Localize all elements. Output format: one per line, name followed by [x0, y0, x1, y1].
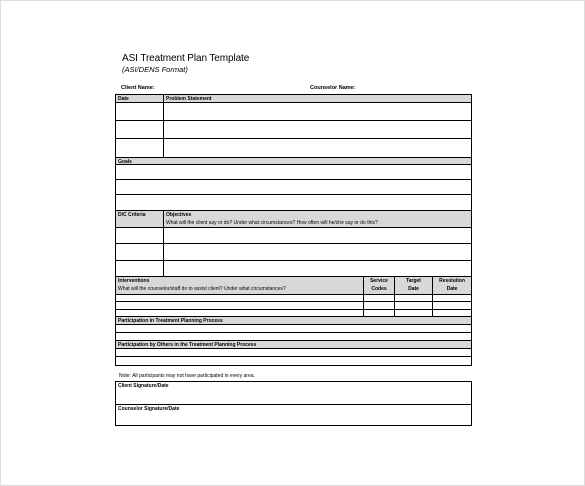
intervention-row[interactable] — [116, 310, 471, 317]
client-name-label: Client Name: — [121, 85, 155, 91]
document-subtitle: (ASI/DENS Format) — [122, 65, 188, 74]
signature-block — [115, 381, 472, 426]
client-signature-label[interactable]: Client Signature/Date — [118, 383, 169, 389]
intervention-cell[interactable] — [116, 310, 364, 316]
objectives-prompt: What will the client say or do? Under what circumstances? How often will he/she say or do this? — [166, 220, 378, 226]
client-participation-header: Participation in Treatment Planning Process — [118, 318, 223, 324]
resolution-date-line1: Resolution — [439, 278, 465, 284]
problem-statement-cell[interactable] — [164, 103, 471, 120]
goals-header: Goals — [118, 159, 132, 165]
others-participation-row[interactable] — [116, 357, 471, 366]
objectives-cell[interactable] — [164, 244, 471, 260]
counselor-name-label: Counselor Name: — [310, 85, 356, 91]
objectives-cell[interactable] — [164, 228, 471, 243]
dc-criteria-header: D/C Criteria — [116, 211, 164, 227]
problem-row[interactable] — [116, 121, 471, 139]
intervention-row[interactable] — [116, 302, 471, 310]
counselor-signature-row[interactable] — [116, 405, 471, 426]
intervention-cell[interactable] — [116, 302, 364, 309]
goals-header-row — [116, 158, 471, 165]
goals-cell[interactable] — [116, 180, 471, 194]
problem-row[interactable] — [116, 103, 471, 121]
goals-row[interactable] — [116, 165, 471, 180]
objectives-header-cell — [164, 211, 471, 227]
service-codes-header — [364, 277, 395, 294]
resolution-date-line2: Date — [446, 286, 458, 292]
others-participation-header-row — [116, 341, 471, 349]
objectives-row[interactable] — [116, 261, 471, 277]
intervention-row[interactable] — [116, 295, 471, 302]
target-date-cell[interactable] — [395, 295, 433, 301]
interventions-header-row — [116, 277, 471, 295]
problem-header-row — [116, 95, 471, 103]
problem-date-cell[interactable] — [116, 139, 164, 157]
objectives-cell[interactable] — [164, 261, 471, 276]
problem-date-cell[interactable] — [116, 121, 164, 138]
goals-cell[interactable] — [116, 195, 471, 210]
client-participation-cell[interactable] — [116, 333, 471, 340]
objectives-header-row — [116, 211, 471, 228]
interventions-prompt: What will the counselor/staff do to assist client? Under what circumstances? — [118, 286, 286, 292]
problem-statement-header: Problem Statement — [166, 96, 212, 102]
objectives-row[interactable] — [116, 228, 471, 244]
others-participation-cell[interactable] — [116, 349, 471, 356]
interventions-header-cell — [116, 277, 364, 294]
resolution-date-cell[interactable] — [433, 302, 471, 309]
target-date-header — [395, 277, 433, 294]
service-code-cell[interactable] — [364, 310, 395, 316]
participation-note: Note: All participants may not have participated in every area. — [119, 373, 255, 379]
objectives-row[interactable] — [116, 244, 471, 261]
client-participation-header-row — [116, 317, 471, 325]
service-code-cell[interactable] — [364, 295, 395, 301]
others-participation-header: Participation by Others in the Treatment Planning Process — [118, 342, 257, 348]
goals-row[interactable] — [116, 195, 471, 211]
target-date-line2: Date — [408, 286, 419, 292]
goals-row[interactable] — [116, 180, 471, 195]
resolution-date-header — [433, 277, 471, 294]
others-participation-row[interactable] — [116, 349, 471, 357]
client-signature-row[interactable] — [116, 382, 471, 405]
service-codes-line2: Codes — [371, 286, 387, 292]
intervention-cell[interactable] — [116, 295, 364, 301]
dc-criteria-cell[interactable] — [116, 228, 164, 243]
problem-date-cell[interactable] — [116, 103, 164, 120]
target-date-cell[interactable] — [395, 310, 433, 316]
treatment-plan-form — [115, 94, 472, 366]
problem-statement-cell[interactable] — [164, 121, 471, 138]
interventions-header: Interventions — [118, 278, 150, 284]
dc-criteria-cell[interactable] — [116, 261, 164, 276]
client-participation-row[interactable] — [116, 325, 471, 333]
dc-criteria-cell[interactable] — [116, 244, 164, 260]
resolution-date-cell[interactable] — [433, 295, 471, 301]
date-header: Date — [116, 95, 164, 102]
client-participation-cell[interactable] — [116, 325, 471, 332]
service-code-cell[interactable] — [364, 302, 395, 309]
resolution-date-cell[interactable] — [433, 310, 471, 316]
problem-row[interactable] — [116, 139, 471, 158]
target-date-cell[interactable] — [395, 302, 433, 309]
target-date-line1: Target — [406, 278, 421, 284]
client-participation-row[interactable] — [116, 333, 471, 341]
problem-statement-cell[interactable] — [164, 139, 471, 157]
objectives-header: Objectives — [166, 212, 192, 218]
goals-cell[interactable] — [116, 165, 471, 179]
service-codes-line1: Service — [370, 278, 388, 284]
counselor-signature-label[interactable]: Counselor Signature/Date — [118, 406, 180, 412]
others-participation-cell[interactable] — [116, 357, 471, 365]
document-title: ASI Treatment Plan Template — [122, 53, 250, 64]
